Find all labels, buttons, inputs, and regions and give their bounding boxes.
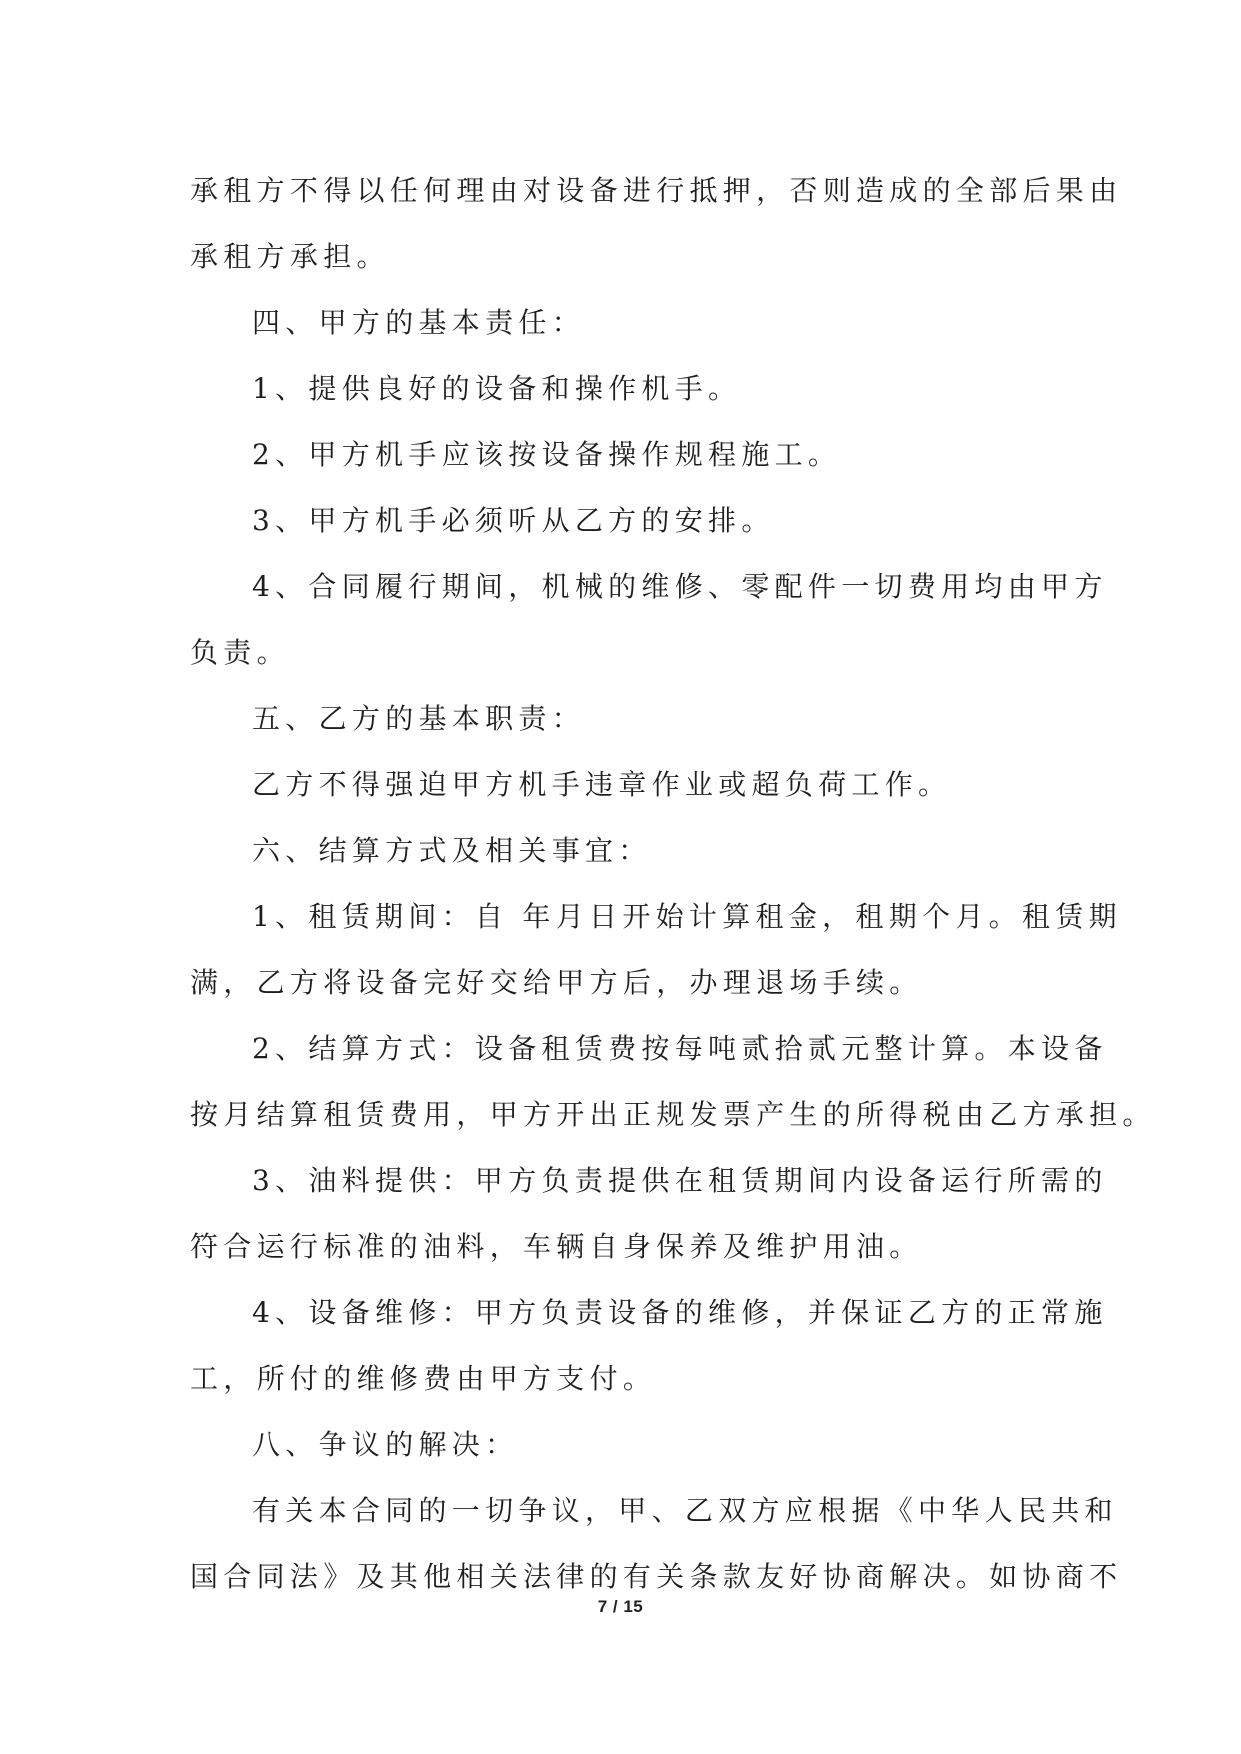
section-8-text: 有关本合同的一切争议，甲、乙双方应根据《中华人民共和 (252, 1494, 1118, 1527)
section-heading-6: 六、结算方式及相关事宜： (252, 834, 652, 867)
text-line-2: 承租方承担。 (190, 240, 390, 273)
text-line-1: 承租方不得以任何理由对设备进行抵押，否则造成的全部后果由 (190, 174, 1123, 207)
list-item-6-3: 3、油料提供：甲方负责提供在租赁期间内设备运行所需的 (252, 1164, 1108, 1197)
list-item-4-1: 1、提供良好的设备和操作机手。 (252, 372, 742, 405)
list-item-4-3: 3、甲方机手必须听从乙方的安排。 (252, 504, 775, 537)
list-item-6-4: 4、设备维修：甲方负责设备的维修，并保证乙方的正常施 (252, 1296, 1108, 1329)
list-item-4-4-cont: 负责。 (190, 636, 290, 669)
list-item-4-4: 4、合同履行期间，机械的维修、零配件一切费用均由甲方 (252, 570, 1108, 603)
section-heading-5: 五、乙方的基本职责： (252, 702, 586, 735)
list-item-6-1-cont: 满，乙方将设备完好交给甲方后，办理退场手续。 (190, 966, 923, 999)
list-item-6-2: 2、结算方式：设备租赁费按每吨贰拾贰元整计算。本设备 (252, 1032, 1108, 1065)
section-heading-4: 四、甲方的基本责任： (252, 306, 586, 339)
list-item-4-2: 2、甲方机手应该按设备操作规程施工。 (252, 438, 842, 471)
list-item-6-1: 1、租赁期间：自 年月日开始计算租金，租期个月。租赁期 (252, 900, 1122, 933)
section-heading-8: 八、争议的解决： (252, 1428, 519, 1461)
section-8-text-cont: 国合同法》及其他相关法律的有关条款友好协商解决。如协商不 (190, 1560, 1123, 1593)
list-item-6-4-cont: 工，所付的维修费由甲方支付。 (190, 1362, 657, 1395)
section-5-text: 乙方不得强迫甲方机手违章作业或超负荷工作。 (252, 768, 952, 801)
document-body (190, 158, 1156, 1610)
page-number: 7 / 15 (597, 1597, 644, 1616)
list-item-6-3-cont: 符合运行标准的油料，车辆自身保养及维护用油。 (190, 1230, 923, 1263)
list-item-6-2-cont: 按月结算租赁费用，甲方开出正规发票产生的所得税由乙方承担。 (190, 1098, 1156, 1131)
